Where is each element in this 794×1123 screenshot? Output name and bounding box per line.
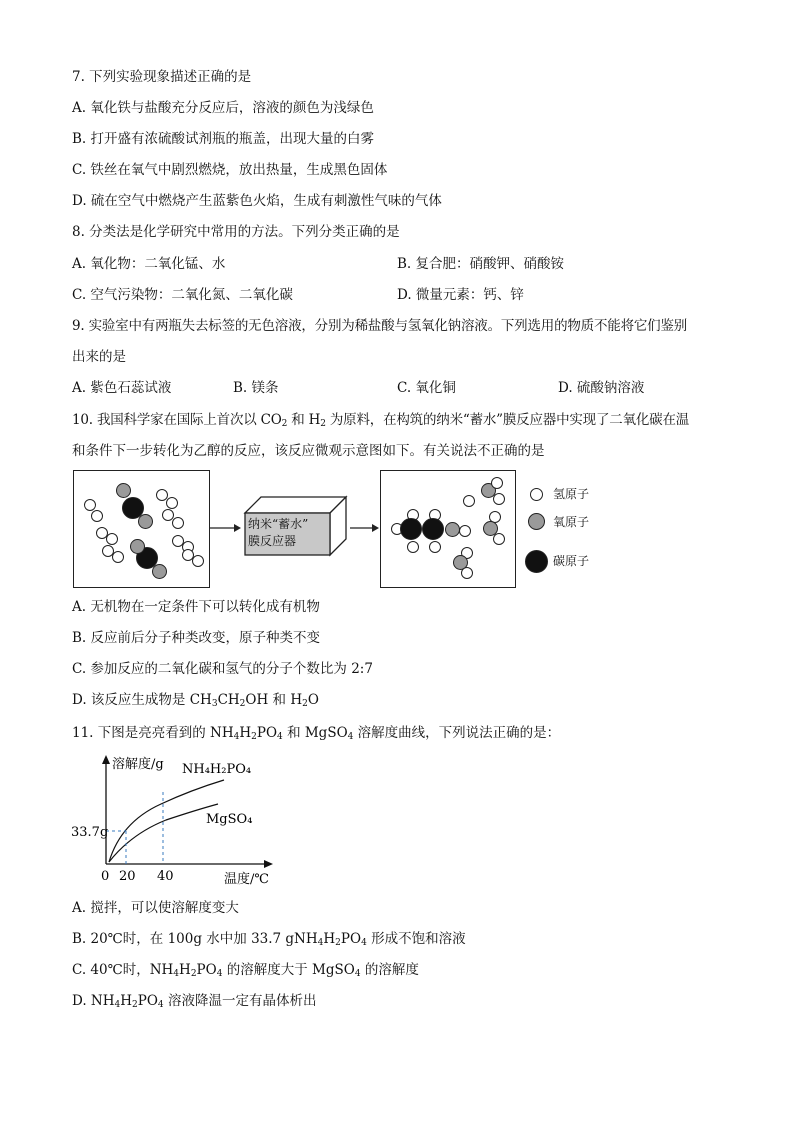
q11-option-d-part1: D. NH [72, 993, 115, 1009]
q11-option-c-part5: 的溶解度 [360, 962, 419, 978]
q10-option-d-part3: OH 和 H [245, 692, 303, 708]
subscript: 2 [251, 732, 257, 742]
q10-option-d-part4: O [307, 692, 319, 708]
subscript: 4 [277, 732, 283, 742]
q11-option-b-part1: B. 20℃时，在 100g 水中加 33.7 gNH [72, 931, 318, 947]
q7-stem: 7. 下列实验现象描述正确的是 [72, 69, 252, 85]
legend-carbon-label: 碳原子 [553, 554, 590, 568]
subscript: 4 [233, 732, 240, 742]
oxygen-atom [152, 564, 167, 579]
q8-option-d: D. 微量元素：钙、锌 [397, 287, 524, 303]
carbon-atom [422, 518, 444, 540]
subscript: 4 [216, 969, 223, 979]
hydrogen-atom [84, 499, 96, 511]
q9-option-c: C. 氧化铜 [397, 380, 456, 396]
subscript: 3 [211, 699, 218, 709]
q10-stem-part2: 和 H [287, 412, 321, 428]
q11-option-d [72, 992, 316, 1010]
q11-stem-part3: PO [256, 725, 278, 741]
hydrogen-atom [491, 477, 503, 489]
hydrogen-atom [461, 567, 473, 579]
y-axis-label: 溶解度/g [112, 757, 164, 772]
q11-option-d-part4: 溶液降温一定有晶体析出 [163, 993, 317, 1009]
q11-option-a: A. 搅拌，可以使溶解度变大 [72, 900, 239, 916]
q11-option-d-part3: PO [137, 993, 158, 1009]
subscript: 2 [239, 699, 246, 709]
hydrogen-atom [429, 541, 441, 553]
q8-option-a: A. 氧化物：二氧化锰、水 [72, 256, 226, 272]
hydrogen-atom [192, 555, 204, 567]
products-box [380, 470, 516, 588]
q11-stem-part2: H [239, 725, 252, 741]
subscript: 2 [281, 419, 288, 429]
hydrogen-atom [106, 533, 118, 545]
q7-option-d: D. 硫在空气中燃烧产生蓝紫色火焰，生成有刺激性气味的气体 [72, 193, 442, 209]
q10-stem-part3: 为原料，在构筑的纳米“蓄水”膜反应器中实现了二氧化碳在温 [325, 412, 690, 428]
hydrogen-atom [166, 497, 178, 509]
legend-oxygen-icon [528, 513, 545, 530]
subscript: 4 [173, 969, 180, 979]
q10-option-b: B. 反应前后分子种类改变，原子种类不变 [72, 630, 321, 646]
q11-stem-part1: 11. 下图是亮亮看到的 NH [72, 725, 234, 741]
origin-label: 0 [101, 869, 110, 884]
solubility-graph [66, 752, 286, 892]
carbon-atom [400, 518, 422, 540]
q11-option-c [72, 961, 419, 979]
q11-stem-part4: 和 MgSO [282, 725, 348, 741]
q8-option-b: B. 复合肥：硝酸钾、硝酸铵 [397, 256, 565, 272]
legend-oxygen-label: 氧原子 [553, 515, 590, 529]
q9-stem-line1: 9. 实验室中有两瓶失去标签的无色溶液，分别为稀盐酸与氢氧化钠溶液。下列选用的物质不能将它们鉴别 [72, 318, 688, 334]
subscript: 2 [320, 419, 326, 429]
q11-stem-part5: 溶解度曲线，下列说法正确的是： [353, 725, 561, 741]
subscript: 4 [347, 732, 354, 742]
subscript: 4 [317, 938, 324, 948]
subscript: 4 [157, 1000, 164, 1010]
subscript: 4 [361, 938, 367, 948]
q11-option-c-part1: C. 40℃时，NH [72, 962, 174, 978]
q11-option-c-part3: PO [196, 962, 217, 978]
legend-carbon-icon [525, 550, 548, 573]
q11-option-d-part2: H [120, 993, 133, 1009]
q7-option-c: C. 铁丝在氧气中剧烈燃烧，放出热量，生成黑色固体 [72, 162, 388, 178]
q9-option-a: A. 紫色石蕊试液 [72, 380, 172, 396]
reactor-label-line2: 膜反应器 [248, 534, 297, 548]
oxygen-atom [138, 514, 153, 529]
hydrogen-atom [493, 493, 505, 505]
q10-option-d-part1: D. 该反应生成物是 CH [72, 692, 212, 708]
q8-stem: 8. 分类法是化学研究中常用的方法。下列分类正确的是 [72, 224, 400, 240]
oxygen-atom [130, 539, 145, 554]
subscript: 2 [190, 969, 197, 979]
x-tick-40: 40 [157, 869, 174, 884]
legend-hydrogen-label: 氢原子 [553, 487, 590, 501]
q10-option-d-part2: CH [217, 692, 240, 708]
oxygen-atom [445, 522, 460, 537]
q11-option-c-part4: 的溶解度大于 MgSO [222, 962, 355, 978]
reactor-label-line1: 纳米“蓄水” [248, 517, 309, 531]
subscript: 2 [132, 1000, 138, 1010]
q7-option-b: B. 打开盛有浓硫酸试剂瓶的瓶盖，出现大量的白雾 [72, 131, 375, 147]
subscript: 2 [335, 938, 341, 948]
hydrogen-atom [172, 517, 184, 529]
x-tick-20: 20 [119, 869, 136, 884]
q11-option-c-part2: H [179, 962, 191, 978]
hydrogen-atom [407, 541, 419, 553]
q11-option-b-part4: 形成不饱和溶液 [366, 931, 466, 947]
q9-option-b: B. 镁条 [233, 380, 279, 396]
y-axis-arrow [102, 755, 110, 764]
q8-option-c: C. 空气污染物：二氧化氮、二氧化碳 [72, 287, 293, 303]
q10-stem-part1: 10. 我国科学家在国际上首次以 CO [72, 412, 282, 428]
q10-option-d [72, 691, 319, 709]
subscript: 2 [302, 699, 308, 709]
q10-stem-line2: 和条件下一步转化为乙醇的反应，该反应微观示意图如下。有关说法不正确的是 [72, 443, 545, 459]
q11-option-b-part3: PO [340, 931, 362, 947]
oxygen-atom [116, 483, 131, 498]
hydrogen-atom [463, 495, 475, 507]
q7-option-a: A. 氧化铁与盐酸充分反应后，溶液的颜色为浅绿色 [72, 100, 374, 116]
q11-option-b-part2: H [323, 931, 336, 947]
hydrogen-atom [459, 525, 471, 537]
q10-stem-line1 [72, 411, 689, 429]
q10-option-a: A. 无机物在一定条件下可以转化成有机物 [72, 599, 320, 615]
hydrogen-atom [91, 510, 103, 522]
q9-stem-line2: 出来的是 [72, 349, 126, 365]
hydrogen-atom [493, 533, 505, 545]
series-label-mgso4: MgSO₄ [206, 812, 253, 827]
q11-option-b [72, 930, 466, 948]
hydrogen-atom [112, 551, 124, 563]
reactants-box [73, 470, 210, 588]
x-axis-label: 温度/℃ [224, 872, 269, 887]
y-mark-label: 33.7g [71, 825, 109, 840]
legend-hydrogen-icon [530, 488, 543, 501]
series-label-nh4h2po4: NH₄H₂PO₄ [182, 762, 252, 777]
subscript: 4 [114, 1000, 121, 1010]
q10-option-c: C. 参加反应的二氧化碳和氢气的分子个数比为 2:7 [72, 661, 373, 677]
arrow-right-icon [210, 524, 241, 532]
q11-stem [72, 724, 560, 742]
x-axis-arrow [264, 860, 273, 868]
subscript: 4 [354, 969, 361, 979]
q9-option-d: D. 硫酸钠溶液 [558, 380, 645, 396]
arrow-right-icon [350, 524, 379, 532]
